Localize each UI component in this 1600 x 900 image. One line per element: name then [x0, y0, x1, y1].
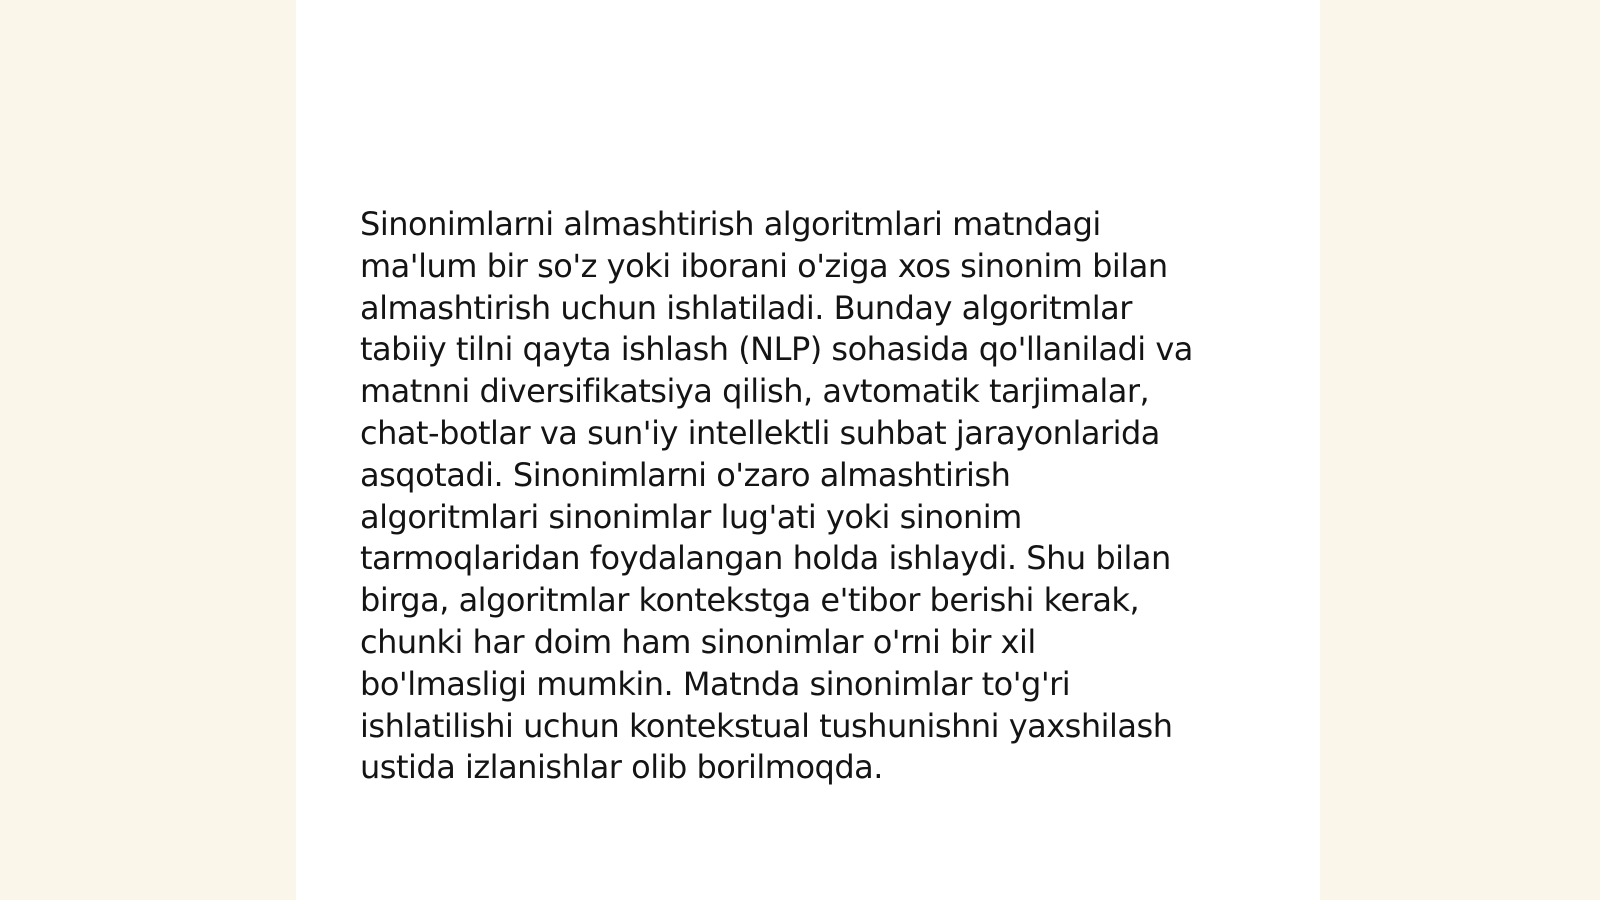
text-line: algoritmlari sinonimlar lug'ati yoki sinonim [360, 497, 1022, 536]
text-line: ishlatilishi uchun kontekstual tushunishni yaxshilash [360, 706, 1173, 745]
text-line: tabiiy tilni qayta ishlash (NLP) sohasida qo'llaniladi va [360, 330, 1193, 369]
slide [296, 0, 1320, 900]
text-line: tarmoqlaridan foydalangan holda ishlaydi. Shu bilan [360, 539, 1171, 578]
text-line: ustida izlanishlar olib borilmoqda. [360, 748, 883, 787]
text-line: chat-botlar va sun'iy intellektli suhbat jarayonlarida [360, 413, 1160, 452]
text-line: ma'lum bir so'z yoki iborani o'ziga xos sinonim bilan [360, 246, 1168, 285]
text-line: bo'lmasligi mumkin. Matnda sinonimlar to'g'ri [360, 664, 1071, 703]
text-line: chunki har doim ham sinonimlar o'rni bir xil [360, 622, 1036, 661]
text-line: asqotadi. Sinonimlarni o'zaro almashtirish [360, 455, 1011, 494]
text-line: Sinonimlarni almashtirish algoritmlari matndagi [360, 205, 1101, 243]
body-paragraph [360, 204, 1260, 789]
text-line: matnni diversifikatsiya qilish, avtomatik tarjimalar, [360, 372, 1150, 411]
text-line: almashtirish uchun ishlatiladi. Bunday algoritmlar [360, 288, 1132, 327]
text-line: birga, algoritmlar kontekstga e'tibor berishi kerak, [360, 581, 1140, 620]
